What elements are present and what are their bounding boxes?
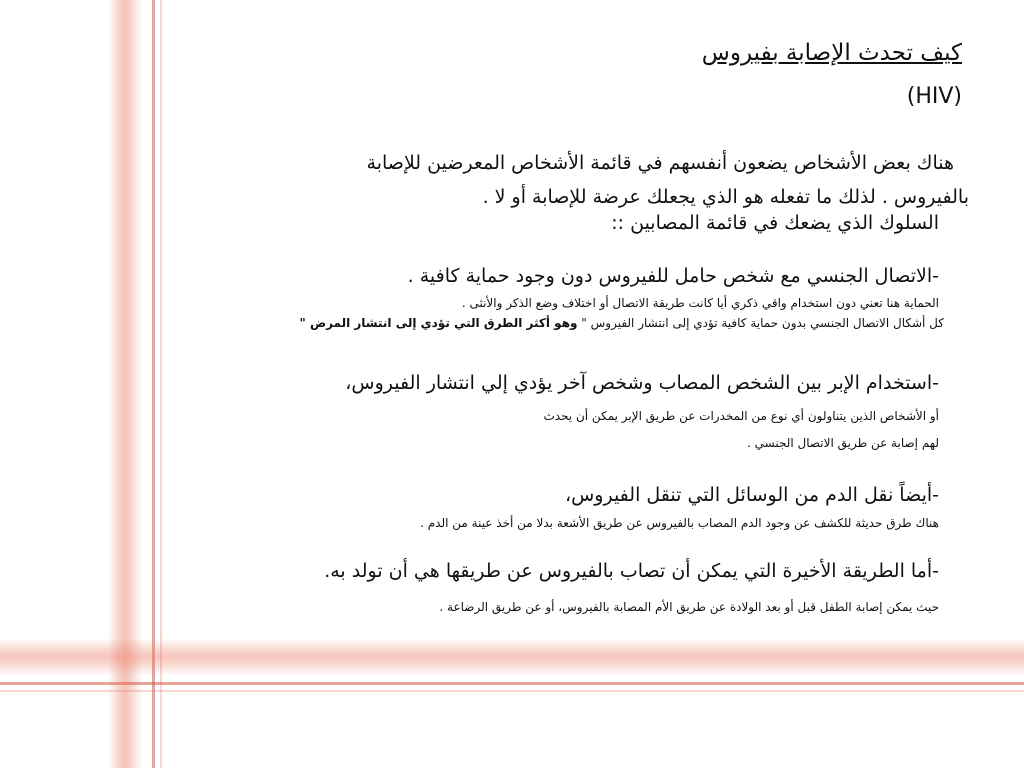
- item-note: كل أشكال الاتصال الجنسي بدون حماية كافية تؤدي إلى انتشار الفيروس ": [581, 316, 944, 330]
- decorative-vertical-line: [152, 0, 155, 768]
- item-heading-blood-transfusion: -أيضاً نقل الدم من الوسائل التي تنقل الفيروس،: [564, 484, 939, 506]
- decorative-horizontal-line-faint: [0, 690, 1024, 692]
- item-note: أو الأشخاص الذين يتناولون أي نوع من المخدرات عن طريق الإبر يمكن أن يحدث: [543, 409, 939, 423]
- item-note: الحماية هنا تعني دون استخدام واقي ذكري أيا كانت طريقة الاتصال أو اختلاف وضع الذكر والأنثى .: [461, 296, 939, 310]
- intro-line-1: هناك بعض الأشخاص يضعون أنفسهم في قائمة الأشخاص المعرضين للإصابة: [366, 152, 954, 174]
- decorative-vertical-line-faint: [160, 0, 162, 768]
- item-heading-sexual-contact: -الاتصال الجنسي مع شخص حامل للفيروس دون وجود حماية كافية .: [407, 265, 939, 287]
- item-note-line: [300, 316, 944, 330]
- slide-subtitle: (HIV): [906, 84, 962, 109]
- item-heading-birth: -أما الطريقة الأخيرة التي يمكن أن تصاب بالفيروس عن طريقها هي أن تولد به.: [324, 560, 939, 582]
- item-note: هناك طرق حديثة للكشف عن وجود الدم المصاب بالفيروس عن طريق الأشعة بدلا من أخذ عينة من الدم .: [420, 516, 939, 530]
- slide-title: كيف تحدث الإصابة بفيروس: [701, 40, 962, 66]
- decorative-horizontal-band: [0, 638, 1024, 676]
- item-note: حيث يمكن إصابة الطفل قبل أو بعد الولادة عن طريق الأم المصابة بالفيروس، أو عن طريق الرضاعة .: [439, 600, 939, 614]
- decorative-horizontal-line: [0, 682, 1024, 685]
- intro-line-2: بالفيروس . لذلك ما تفعله هو الذي يجعلك عرضة للإصابة أو لا .: [482, 186, 969, 208]
- intro-line-3: السلوك الذي يضعك في قائمة المصابين ::: [611, 212, 939, 234]
- item-note: لهم إصابة عن طريق الاتصال الجنسي .: [746, 436, 939, 450]
- decorative-vertical-band: [108, 0, 142, 768]
- item-heading-needles: -استخدام الإبر بين الشخص المصاب وشخص آخر يؤدي إلي انتشار الفيروس،: [345, 372, 939, 394]
- item-note-emphasis: وهو أكثر الطرق التي تؤدي إلى انتشار المرض ": [299, 316, 578, 330]
